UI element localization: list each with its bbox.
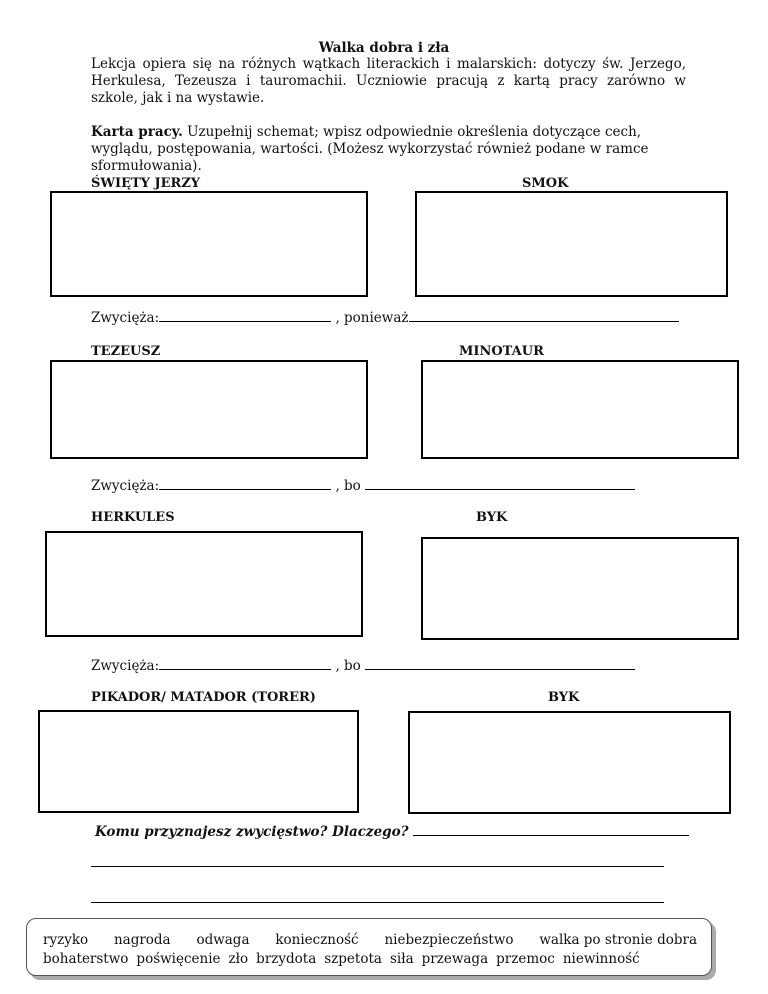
label-bull: BYK	[476, 510, 508, 525]
winner-row-1	[91, 310, 679, 326]
box-hercules[interactable]	[45, 531, 363, 637]
box-bull-2[interactable]	[408, 711, 731, 814]
task-text: Uzupełnij schemat; wpisz odpowiednie określenia dotyczące cech, wyglądu, postępowania, wartości. (Możesz wykorzystać również podane w ramce sformułowania).	[91, 124, 649, 174]
worksheet-title: Walka dobra i zła	[318, 40, 450, 56]
word: nagroda	[113, 932, 171, 948]
word: brzydota	[256, 951, 317, 967]
answer-line-1[interactable]	[91, 866, 664, 867]
box-dragon[interactable]	[415, 191, 728, 297]
word: walka po stronie dobra	[539, 932, 697, 948]
word-row-1	[43, 931, 697, 950]
task-label: Karta pracy.	[91, 124, 183, 140]
label-saint-george: ŚWIĘTY JERZY	[91, 176, 201, 191]
word: zło	[228, 951, 249, 967]
box-picador-matador[interactable]	[38, 710, 359, 813]
question-blank[interactable]	[413, 824, 689, 836]
winner-blank-1[interactable]	[159, 310, 331, 322]
word: konieczność	[275, 932, 359, 948]
winner-row-3	[91, 658, 635, 674]
winner-label: Zwycięża:	[91, 658, 160, 674]
reason-blank-2[interactable]	[365, 478, 635, 490]
word: siła	[389, 951, 414, 967]
box-minotaur[interactable]	[421, 360, 739, 459]
final-question	[95, 824, 689, 840]
word: niewinność	[562, 951, 640, 967]
label-picador-matador: PIKADOR/ MATADOR (TORER)	[91, 690, 316, 705]
question-text: Komu przyznajesz zwycięstwo? Dlaczego?	[95, 824, 409, 840]
winner-row-2	[91, 478, 635, 494]
reason-label: , bo	[335, 478, 361, 494]
word: szpetota	[324, 951, 382, 967]
winner-label: Zwycięża:	[91, 478, 160, 494]
word-row-2	[43, 950, 697, 969]
reason-blank-3[interactable]	[365, 658, 635, 670]
word: poświęcenie	[136, 951, 221, 967]
winner-blank-2[interactable]	[159, 478, 331, 490]
reason-label: , bo	[335, 658, 361, 674]
reason-blank-1[interactable]	[409, 310, 679, 322]
word: przewaga	[421, 951, 489, 967]
task-instructions	[91, 124, 691, 175]
word: odwaga	[196, 932, 250, 948]
word: ryzyko	[43, 932, 89, 948]
box-bull[interactable]	[421, 537, 739, 640]
label-bull-2: BYK	[548, 690, 580, 705]
word: niebezpieczeństwo	[384, 932, 514, 948]
box-theseus[interactable]	[50, 360, 368, 459]
word-box	[26, 918, 712, 976]
winner-label: Zwycięża:	[91, 310, 160, 326]
label-hercules: HERKULES	[91, 510, 175, 525]
box-saint-george[interactable]	[50, 191, 368, 297]
word: bohaterstwo	[43, 951, 129, 967]
label-minotaur: MINOTAUR	[459, 344, 544, 359]
label-dragon: SMOK	[522, 176, 569, 191]
reason-label: , ponieważ	[335, 310, 409, 326]
word: przemoc	[496, 951, 555, 967]
answer-line-2[interactable]	[91, 902, 664, 903]
intro-paragraph: Lekcja opiera się na różnych wątkach literackich i malarskich: dotyczy św. Jerzego, Herkulesa, Tezeusza i tauromachii. Uczniowie pracują z kartą pracy zarówno w szkole, jak i na wystawie.	[91, 56, 686, 106]
winner-blank-3[interactable]	[159, 658, 331, 670]
label-theseus: TEZEUSZ	[91, 344, 161, 359]
